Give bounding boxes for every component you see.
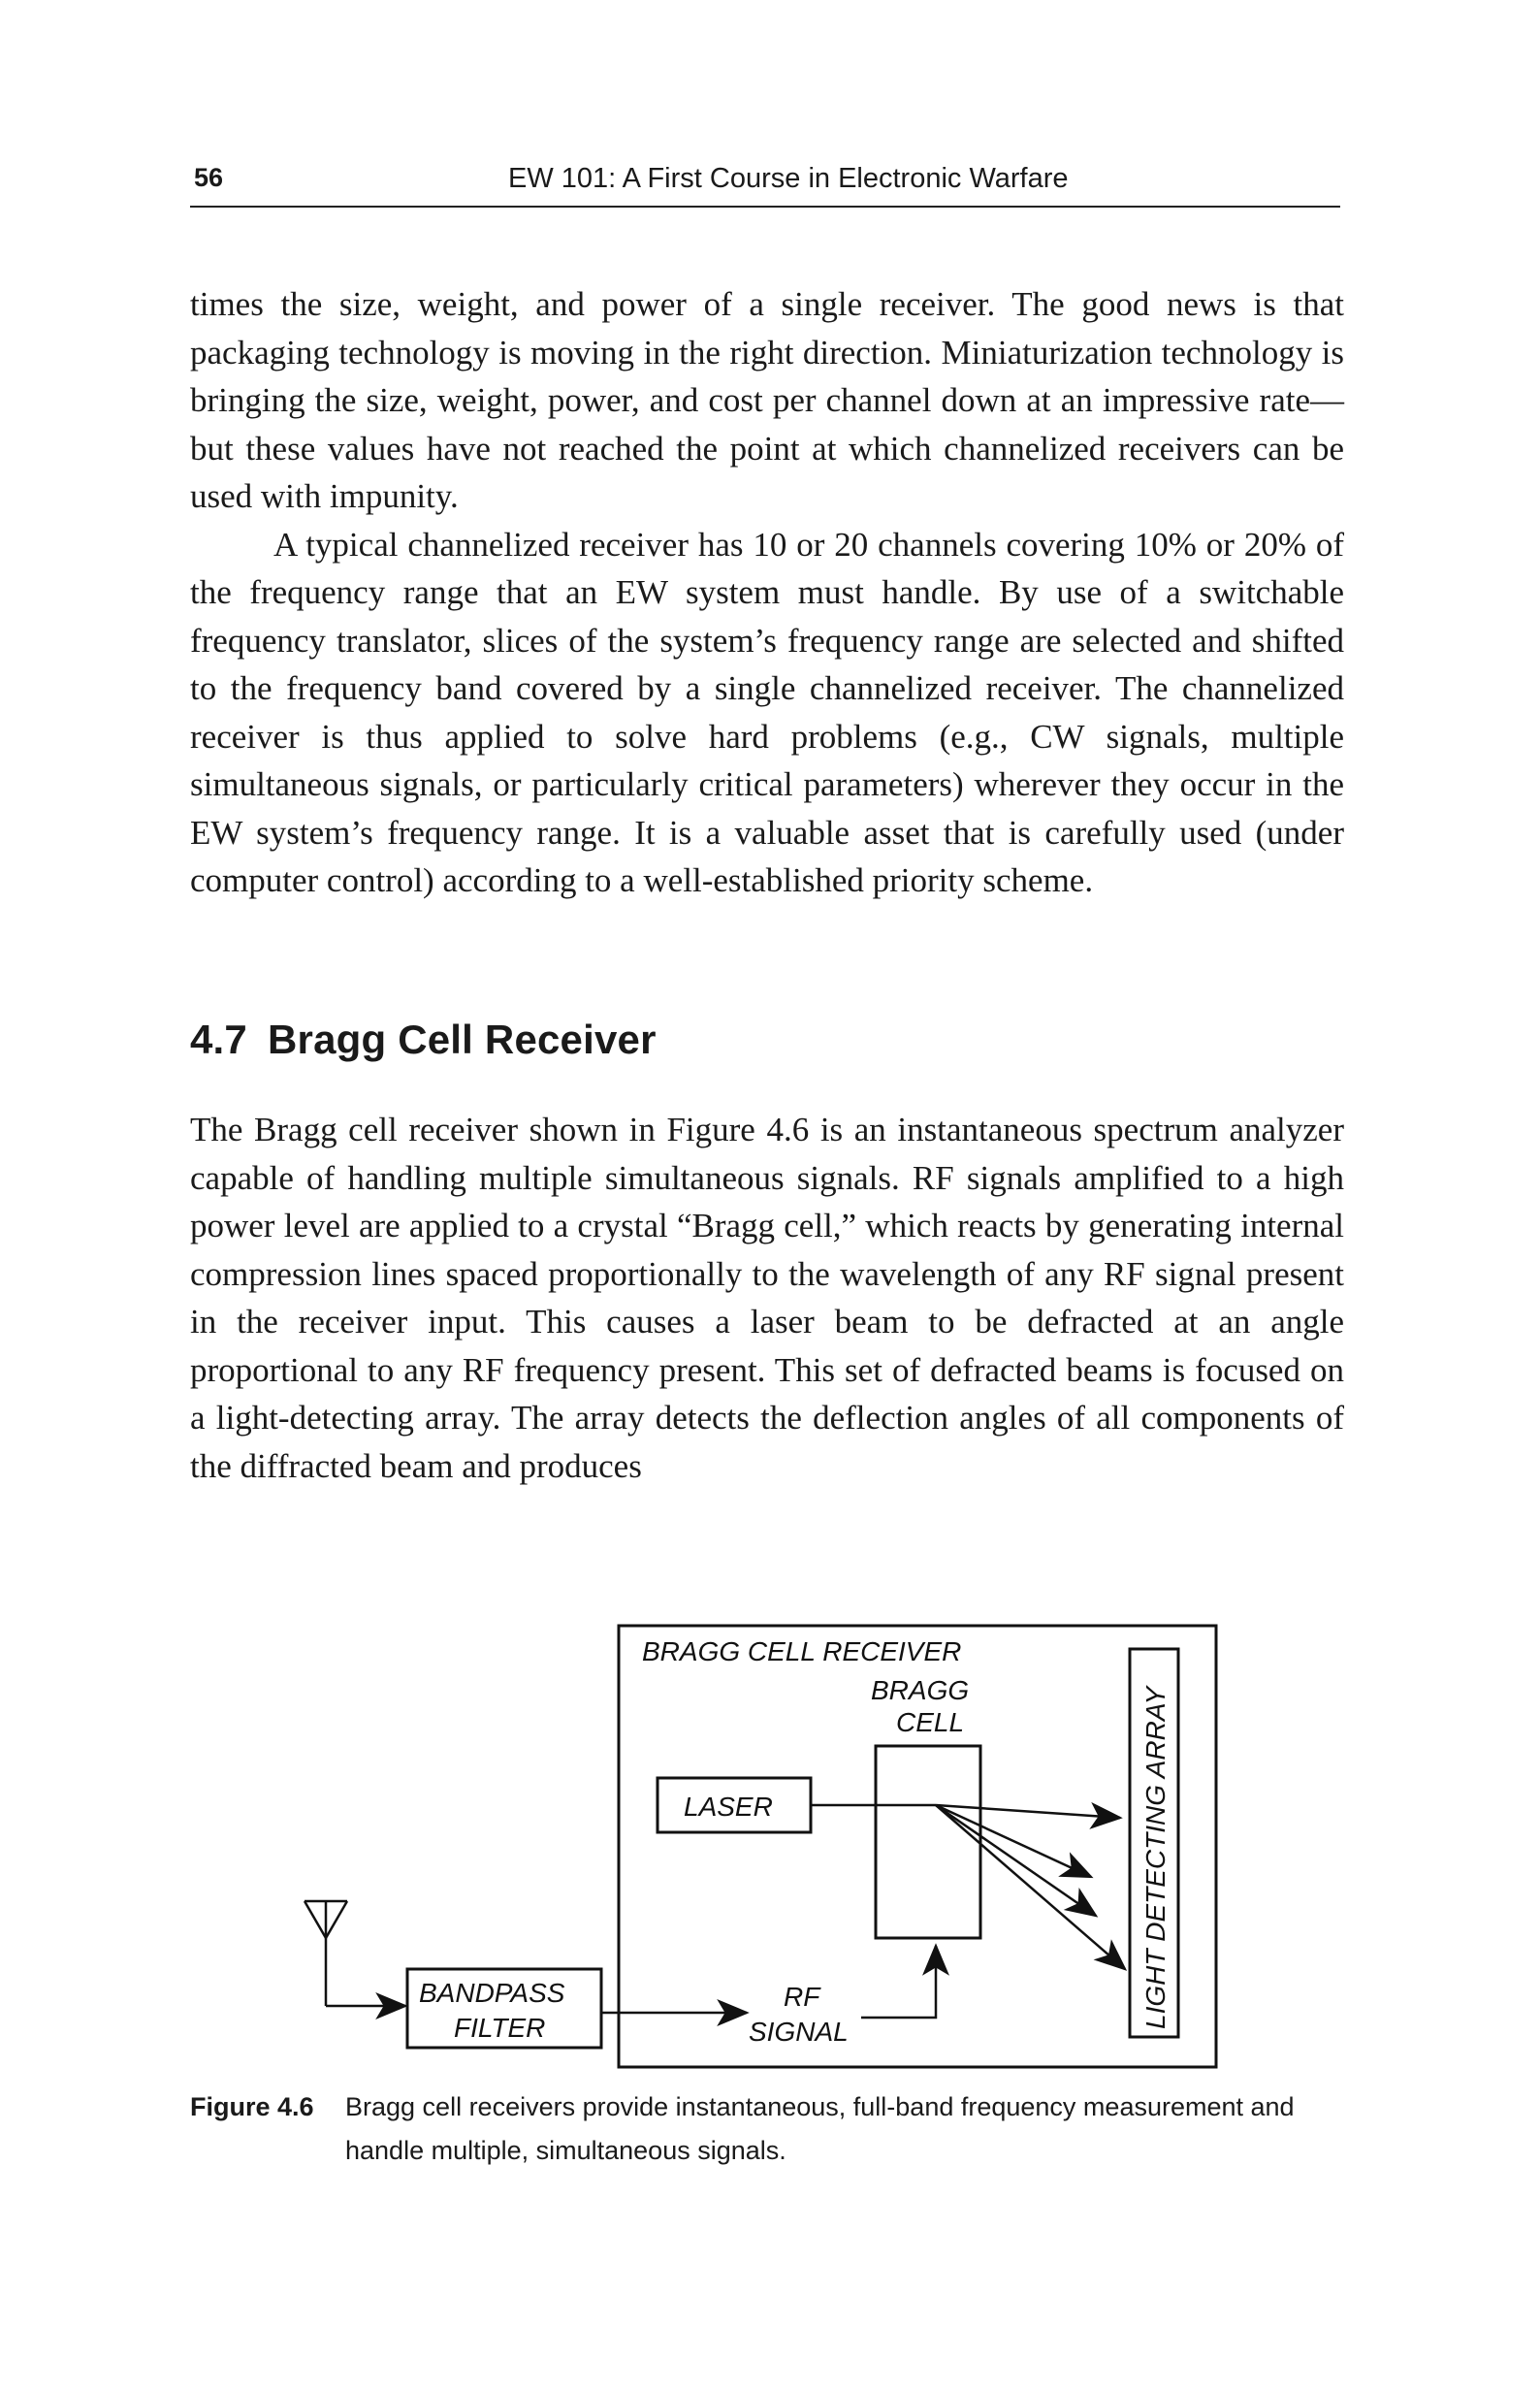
section-title: Bragg Cell Receiver	[268, 1017, 657, 1062]
diffracted-beam	[936, 1805, 1091, 1877]
page-number: 56	[194, 163, 224, 192]
caption-label: Figure 4.6	[190, 2092, 314, 2121]
paragraph: times the size, weight, and power of a single receiver. The good news is that packaging technology is moving in the right direction. Miniaturization technology is bringing the size, weight, power, and cost per channel down at an impressive rate—but these values have not reached the point at which channelized receivers can be used with impunity.	[190, 285, 1344, 515]
receiver-label: BRAGG CELL RECEIVER	[642, 1636, 962, 1666]
diffracted-beam	[936, 1805, 1120, 1818]
paragraph: The Bragg cell receiver shown in Figure 4.6 is an instantaneous spectrum analyzer capable of handling multiple simultaneous signals. RF signals amplified to a high power level are applied to a crystal “Bragg cell,” which reacts by generating internal compression lines spaced proportionally to the wavelength of any RF signal present in the receiver input. This causes a laser beam to be defracted at an angle proportional to any RF frequency present. This set of defracted beams is focused on a light-detecting array. The array detects the deflection angles of all components of the diffracted beam and produces	[190, 1111, 1344, 1485]
array-label: LIGHT DETECTING ARRAY	[1140, 1686, 1171, 2029]
filter-label-1: BANDPASS	[419, 1978, 565, 2008]
section-number: 4.7	[190, 1017, 247, 1062]
receiver-box	[619, 1626, 1216, 2067]
paragraph: A typical channelized receiver has 10 or 20 channels covering 10% or 20% of the frequency range that an EW system must handle. By use of a switchable frequency translator, slices of the system’s frequency range are selected and shifted to the frequency band covered by a single channelized receiver. The channelized receiver is thus applied to solve hard problems (e.g., CW signals, multiple simultaneous signals, or particularly critical parameters) wherever they occur in the EW system’s frequency range. It is a valuable asset that is carefully used (under computer control) according to a well-established priority scheme.	[190, 525, 1344, 899]
section-heading	[190, 1017, 657, 1063]
caption-text: Bragg cell receivers provide instantaneous, full-band frequency measurement and handle multiple, simultaneous signals.	[345, 2092, 1295, 2165]
body-text-top	[190, 280, 1344, 905]
running-title: EW 101: A First Course in Electronic Warfare	[508, 163, 1069, 194]
light-detecting-array	[1130, 1649, 1178, 2037]
laser-box	[658, 1778, 811, 1832]
rf-feed-line	[861, 1946, 936, 2018]
rf-label-1: RF	[784, 1982, 820, 2012]
antenna-icon	[305, 1901, 405, 2006]
body-text-section	[190, 1106, 1344, 1490]
diffracted-beam	[936, 1805, 1125, 1969]
laser-label: LASER	[684, 1792, 773, 1822]
bragg-cell-box	[876, 1746, 980, 1938]
rf-label-2: SIGNAL	[749, 2017, 849, 2047]
bandpass-filter-box	[407, 1969, 601, 2048]
diffracted-beam	[936, 1805, 1096, 1916]
bragg-cell-label-1: BRAGG	[871, 1675, 970, 1705]
running-header	[190, 157, 1340, 208]
filter-label-2: FILTER	[454, 2013, 546, 2043]
bragg-cell-label-2: CELL	[896, 1707, 965, 1737]
